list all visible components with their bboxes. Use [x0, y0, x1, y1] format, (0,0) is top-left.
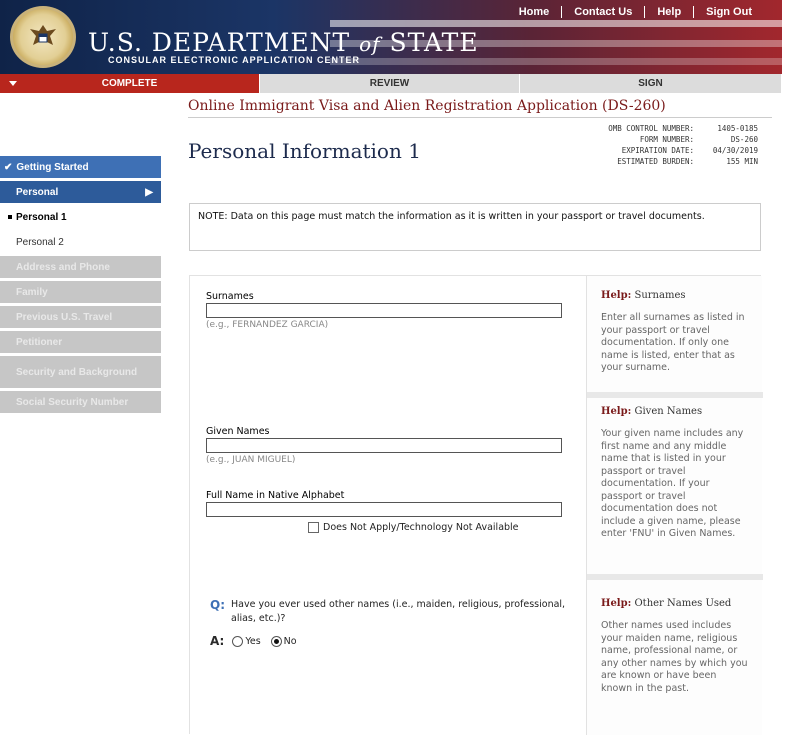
given-names-label: Given Names	[206, 426, 270, 437]
help-other-names: Help: Other Names Used Other names used includes your maiden name, religious name, professional name, or any other names by which you are known or have been known in the past.	[601, 598, 748, 694]
eagle-icon	[26, 21, 60, 53]
checkmark-icon: ✔	[4, 161, 13, 173]
progress-tabs	[0, 74, 782, 93]
radio-no-option[interactable]: No	[271, 636, 297, 647]
department-seal-icon	[10, 6, 76, 68]
help-divider	[587, 392, 763, 398]
does-not-apply-checkbox[interactable]	[308, 522, 319, 533]
top-links	[507, 6, 764, 18]
application-title: Online Immigrant Visa and Alien Registration Application (DS-260)	[188, 98, 666, 114]
sidebar-item-getting-started[interactable]: ✔ Getting Started	[0, 156, 161, 178]
does-not-apply-option[interactable]: Does Not Apply/Technology Not Available	[308, 522, 519, 533]
radio-no[interactable]	[271, 636, 282, 647]
link-help[interactable]: Help	[644, 6, 693, 18]
sidebar-nav	[0, 156, 161, 416]
tab-review[interactable]: REVIEW	[260, 74, 520, 93]
sidebar-item-personal-1[interactable]: Personal 1	[0, 206, 161, 228]
sidebar-item-family: Family	[0, 281, 161, 303]
help-divider	[587, 574, 763, 580]
surnames-hint: (e.g., FERNANDEZ GARCIA)	[206, 320, 329, 330]
triangle-right-icon: ▶	[145, 186, 153, 198]
tab-sign[interactable]: SIGN	[520, 74, 782, 93]
native-name-input[interactable]	[206, 502, 562, 517]
other-names-answer: A: Yes No	[210, 634, 297, 648]
agency-subtitle: CONSULAR ELECTRONIC APPLICATION CENTER	[108, 55, 361, 65]
sidebar-item-security-background: Security and Background	[0, 356, 161, 388]
banner-stripe	[330, 58, 782, 65]
link-contact-us[interactable]: Contact Us	[561, 6, 644, 18]
banner-stripe	[330, 20, 782, 27]
sidebar-item-personal[interactable]: Personal ▶	[0, 181, 161, 203]
chevron-down-icon	[9, 81, 17, 86]
given-names-input[interactable]	[206, 438, 562, 453]
native-name-label: Full Name in Native Alphabet	[206, 490, 345, 501]
sidebar-item-petitioner: Petitioner	[0, 331, 161, 353]
sidebar-item-personal-2[interactable]: Personal 2	[0, 231, 161, 253]
bullet-icon	[8, 215, 12, 219]
tab-complete[interactable]: COMPLETE	[0, 74, 260, 93]
given-names-hint: (e.g., JUAN MIGUEL)	[206, 455, 296, 465]
header-banner	[0, 0, 782, 74]
link-home[interactable]: Home	[518, 6, 550, 18]
agency-title: U.S. DEPARTMENT of STATE	[88, 28, 479, 57]
passport-note: NOTE: Data on this page must match the information as it is written in your passport or travel documents.	[189, 203, 761, 251]
form-area	[189, 275, 761, 734]
divider	[188, 117, 772, 118]
help-column	[586, 276, 762, 735]
link-sign-out[interactable]: Sign Out	[693, 6, 764, 18]
help-given-names: Help: Given Names Your given name includes any first name and any middle name that is listed in your passport or travel documentation. If your passport or travel documentation does not include a given name, please enter 'FNU' in Given Names.	[601, 406, 744, 539]
sidebar-item-social-security: Social Security Number	[0, 391, 161, 413]
radio-yes-option[interactable]: Yes	[232, 636, 260, 647]
main-content	[178, 93, 772, 734]
omb-info: OMB CONTROL NUMBER: 1405-0185 FORM NUMBER: DS-260 EXPIRATION DATE: 04/30/2019 ESTIMATED BURDEN: 155 MIN	[608, 124, 758, 166]
radio-yes[interactable]	[232, 636, 243, 647]
sidebar-item-address-phone: Address and Phone	[0, 256, 161, 278]
help-surnames: Help: Surnames Enter all surnames as listed in your passport or travel documentation. If only one name is listed, enter that as your surname.	[601, 290, 745, 373]
sidebar-item-previous-travel: Previous U.S. Travel	[0, 306, 161, 328]
other-names-question: Q: Have you ever used other names (i.e., maiden, religious, professional, alias, etc.)?	[210, 598, 566, 624]
surnames-label: Surnames	[206, 291, 254, 302]
surnames-input[interactable]	[206, 303, 562, 318]
page-title: Personal Information 1	[188, 139, 421, 163]
